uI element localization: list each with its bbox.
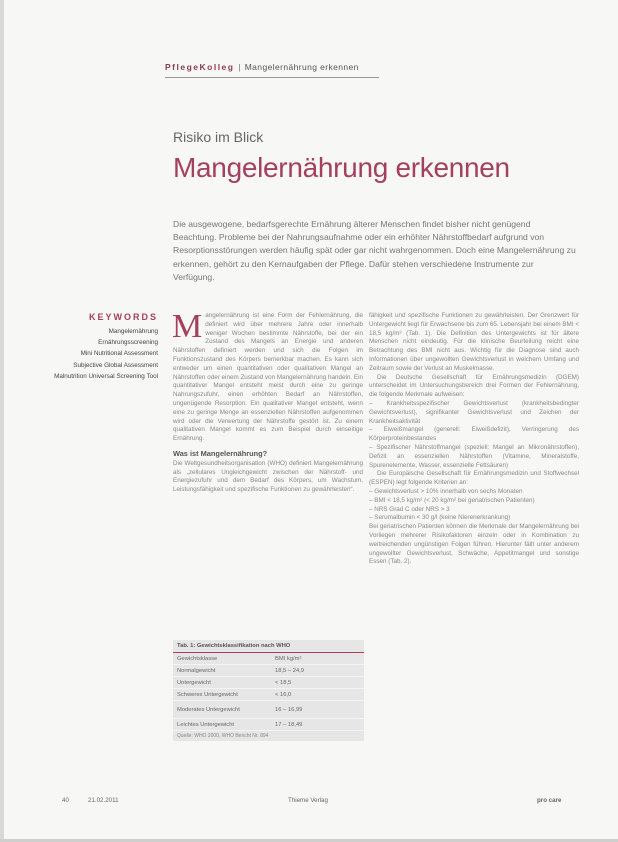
article-kicker: Risiko im Blick <box>173 129 264 145</box>
list-item: – Gewichtsverlust > 10% innerhalb von sechs Monaten <box>369 487 523 495</box>
table-row <box>173 719 364 731</box>
keyword-item: Subjective Global Assessment <box>73 361 158 369</box>
body-column-1 <box>172 308 363 495</box>
body-paragraph: fähigkeit und spezifische Funktionen zu gewährleisten. Der Grenzwert für Untergewicht liegt für Erwachsene bis zum 65. Lebensjahr bei einem BMI < 18,5 kg/m² (Tab. 1). Die Definition des Untergewichts ist für ältere Menschen nicht eindeutig. Für die klinische Beurteilung reicht eine Betrachtung des BMI nicht aus. Wichtig für die Diagnose sind auch Informationen über ungewollten Gewichtsverlust in welchem Umfang und Zeitraum sowie der Verlust an Muskelmasse. <box>369 312 579 372</box>
body-paragraph: Bei geriatrischen Patienten können die Merkmale der Mangelernährung bei Vorliegen mehrerer Risikofaktoren einzeln oder in Kombination zu weitreichenden ungünstigen Folgen führen. Hierunter fällt unter anderem ungewollter Gewichtsverlust, Schwäche, Appetitmangel und sonstige Essen (Tab. 2). <box>369 523 579 566</box>
weight-classification-table <box>173 640 364 741</box>
table-cell: Moderates Untergewicht <box>177 706 240 713</box>
body-paragraph: Die Deutsche Gesellschaft für Ernährungsmedizin (DGEM) unterscheidet im Untersuchungsbereich drei Formen der Fehlernährung, die folgende Merkmale aufweisen: <box>369 373 579 399</box>
table-cell: 17 – 18,49 <box>275 721 303 728</box>
table-row <box>173 677 364 689</box>
scan-edge <box>0 0 4 842</box>
publisher: Thieme Verlag <box>288 797 328 804</box>
list-item: – Eiweißmangel (generell: Eiweißdefizit), Verringerung des Körperproteinbestandes <box>369 426 579 443</box>
header-rule <box>165 77 379 78</box>
table-header-cell: BMI kg/m² <box>275 655 302 662</box>
keyword-item: Malnutrition Universal Screening Tool <box>54 372 158 380</box>
drop-cap: M <box>172 308 203 345</box>
list-item: – NRS Grad C oder NRS > 3 <box>369 505 450 513</box>
section-heading: Was ist Mangelernährung? <box>173 448 268 458</box>
running-header <box>165 62 359 72</box>
table-cell: Normalgewicht <box>177 667 216 674</box>
keywords-box <box>52 312 158 384</box>
issue-date: 21.02.2011 <box>88 797 119 804</box>
article-title: Mangelernährung erkennen <box>173 152 510 183</box>
table-cell: < 16,0 <box>275 691 292 698</box>
keyword-item: Mangelernährung <box>108 328 158 335</box>
header-brand: PflegeKolleg <box>165 62 235 72</box>
list-item: – Spezifischer Nährstoffmangel (speziell: Mangel an Mikronährstoffen), Defizit an essenziellen Nährstoffen (Vitamine, Mineralstoffe, Spurenelemente, Wasser, essenzielle Fettsäuren) <box>369 443 579 469</box>
body-paragraph: Die Europäische Gesellschaft für Ernährungsmedizin und Stoffwechsel (ESPEN) legt folgende Kriterien an: <box>369 470 579 487</box>
table-cell: Leichtes Untergewicht <box>177 721 235 728</box>
table-cell: Untergewicht <box>177 679 211 686</box>
header-separator: | <box>238 62 241 72</box>
table-source: Quelle: WHO 2000, WHO Bericht Nr. 894 <box>177 733 269 739</box>
body-paragraph: angelernährung ist eine Form der Fehlernährung, die definiert wird über mehrere Jahre oder innerhalb weniger Wochen bestimmte Nährstoffe, bei der ein Zustand des Mangels an Energie und anderen Nährstoffen definiert werden und sich die Folgen im Funktionszustand des Körpers bemerkbar machen. Es kann sich entweder um einen quantitativen oder qualitativen Mangel an Nährstoffen oder einem Zustand von Mangelernährung handeln. Ein quantitativer Mangel entsteht meist durch eine zu geringe Nahrungszufuhr, einen erhöhten Bedarf an Nährstoffen, ungenügende Resorption. Ein qualitativer Mangel entsteht, wenn eine zu geringe Menge an essenziellen Nährstoffen aufgenommen wird oder die Verwertung der Nährstoffe gestört ist. Zu einem qualitativen Mangel kommt es zum Beispiel durch einseitige Ernährung. <box>173 312 363 443</box>
table-cell: Schweres Untergewicht <box>177 691 238 698</box>
table-row <box>173 689 364 701</box>
keyword-item: Ernährungsscreening <box>98 339 158 347</box>
table-row <box>173 665 364 677</box>
table-header-row <box>173 653 364 665</box>
table-row <box>173 701 364 719</box>
journal-name: pro care <box>537 797 562 804</box>
article-lead: Die ausgewogene, bedarfsgerechte Ernährung älterer Menschen findet bisher nicht genügend Beachtung. Probleme bei der Nahrungsaufnahme oder ein erhöhter Nährstoffbedarf aufgrund von Resorptionsstörungen werden häufig spät oder gar nicht wahrgenommen. Doch eine Mangelernährung zu erkennen, gehört zu den Kernaufgaben der Pflege. Dafür stehen verschiedene Instrumente zur Verfügung. <box>173 219 576 282</box>
keyword-item: Mini Nutritional Assessment <box>80 350 158 358</box>
table-header-cell: Gewichtsklasse <box>177 655 218 662</box>
list-item: – BMI < 18,5 kg/m² (< 20 kg/m² bei geriatrischen Patienten) <box>369 496 535 504</box>
header-topic: Mangelernährung erkennen <box>244 62 359 72</box>
body-paragraph: Die Weltgesundheitsorganisation (WHO) definiert Mangelernährung als „zellulares Ungleichgewicht zwischen der Nährstoff- und Energiezufuhr und dem Bedarf des Körpers, um Wachstum, Leistungsfähigkeit und spezifische Funktionen zu gewährleisten“. <box>173 459 363 494</box>
page-number: 40 <box>62 797 69 804</box>
table-cell: 18,5 – 24,9 <box>275 667 305 674</box>
table-cell: 16 – 16,99 <box>275 706 303 713</box>
table-cell: < 18,5 <box>275 679 292 686</box>
list-item: – Krankheitsspezifischer Gewichtsverlust (krankheitsbedingter Gewichtsverlust), signifikanter Gewichtsverlust und Zeichen der Krankheitsaktivität <box>369 399 579 425</box>
keywords-heading: KEYWORDS <box>88 312 158 322</box>
table-caption: Tab. 1: Gewichtsklassifikation nach WHO <box>173 640 364 653</box>
body-column-2 <box>369 312 579 567</box>
list-item: – Serumalbumin < 30 g/l (keine Nierenerkrankung) <box>369 514 511 522</box>
